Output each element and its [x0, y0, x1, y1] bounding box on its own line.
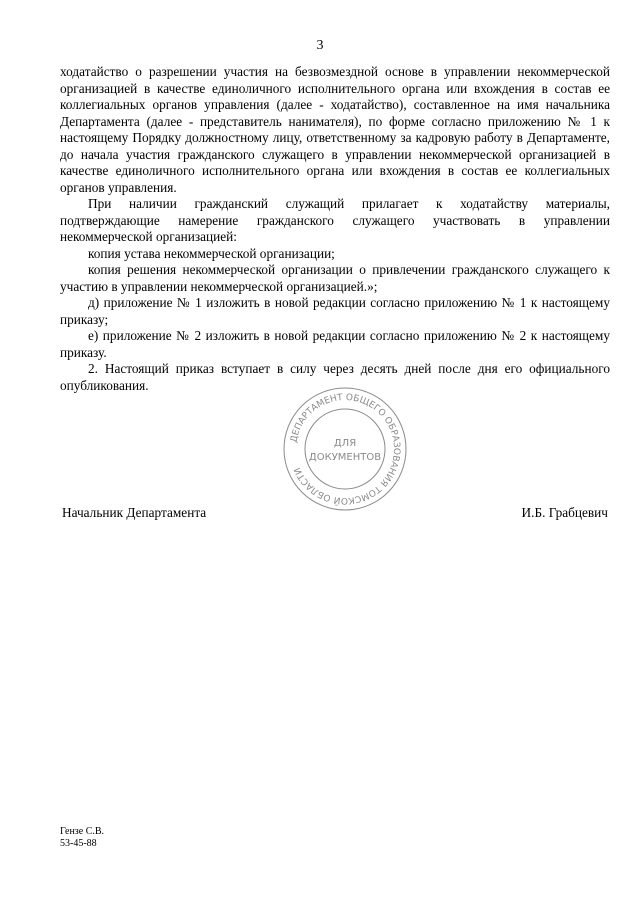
- paragraph-charter-copy: копия устава некоммерческой организации;: [88, 245, 335, 261]
- document-body: [60, 64, 610, 394]
- stamp-center-line-1: ДЛЯ: [333, 438, 357, 449]
- svg-text:ДЕПАРТАМЕНТ ОБЩЕГО ОБРАЗОВАНИЯ: [289, 393, 401, 507]
- stamp-ring-text: ДЕПАРТАМЕНТ ОБЩЕГО ОБРАЗОВАНИЯ ТОМСКОЙ ОБЛАСТИ: [289, 392, 402, 506]
- paragraph-petition: ходатайство о разрешении участия на безвозмездной основе в управлении некоммерческой организацией в качестве единоличного исполнительного органа или вхождения в состав ее коллегиальных органов управления (далее - ходатайство), составленное на имя начальника Департамента (далее - представитель нанимателя), по форме согласно приложению № 1 к настоящему Порядку должностному лицу, ответственному за кадровую работу в Департаменте, до начала участия гражданского служащего в управлении некоммерческой организацией в качестве единоличного исполнительного органа или вхождения в состав ее коллегиальных органов управления.: [60, 64, 610, 195]
- signatory-name: И.Б. Грабцевич: [521, 505, 608, 520]
- paragraph-appendix-2: е) приложение № 2 изложить в новой редакции согласно приложению № 2 к настоящему приказу.: [60, 328, 610, 360]
- official-stamp: [282, 386, 408, 512]
- page-number: 3: [316, 38, 324, 53]
- footer-author: Гензе С.В.: [60, 826, 105, 837]
- footer-phone: 53-45-88: [60, 838, 97, 849]
- stamp-outer-ring: [284, 388, 406, 510]
- signatory-title: Начальник Департамента: [62, 505, 207, 520]
- paragraph-appendix-1: д) приложение № 1 изложить в новой редакции согласно приложению № 1 к настоящему приказу;: [60, 295, 610, 327]
- stamp-inner-ring: [305, 409, 385, 489]
- paragraph-materials: При наличии гражданский служащий прилагает к ходатайству материалы, подтверждающие намерение гражданского служащего участвовать в управлении некоммерческой организацией:: [60, 196, 610, 244]
- stamp-center-line-2: ДОКУМЕНТОВ: [308, 452, 382, 463]
- document-footer: [60, 826, 104, 850]
- paragraph-effective-date: 2. Настоящий приказ вступает в силу через десять дней после дня его официального опубликования.: [60, 361, 610, 393]
- paragraph-decision-copy: копия решения некоммерческой организации о привлечении гражданского служащего к участию в управлении некоммерческой организацией.»;: [60, 262, 610, 294]
